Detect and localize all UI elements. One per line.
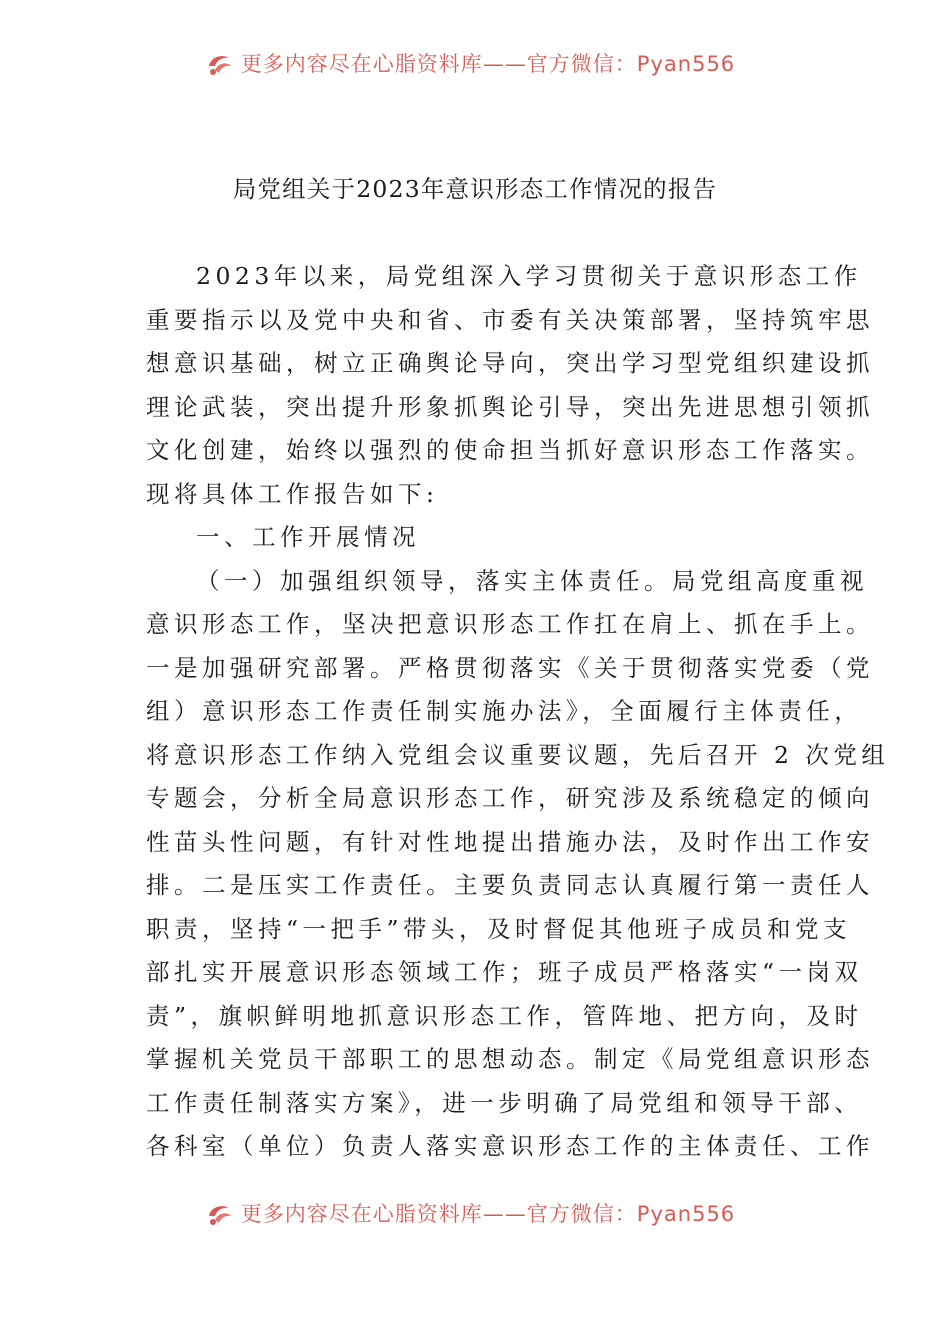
body-line: 将意识形态工作纳入党组会议重要议题，先后召开 2 次党组 bbox=[146, 740, 890, 769]
watermark-footer bbox=[0, 1204, 950, 1238]
body-line: 掌握机关党员干部职工的思想动态。制定《局党组意识形态 bbox=[146, 1045, 874, 1073]
body-line: 意识形态工作，坚决把意识形态工作扛在肩上、抓在手上。 bbox=[146, 610, 874, 638]
section-heading: 一、工作开展情况 bbox=[196, 523, 420, 551]
watermark-header bbox=[0, 54, 950, 88]
body-line: 现将具体工作报告如下: bbox=[146, 479, 439, 508]
body-line: 职责，坚持“一把手”带头，及时督促其他班子成员和党支 bbox=[146, 914, 852, 943]
document-body bbox=[146, 255, 890, 1169]
watermark-logo-icon bbox=[205, 48, 235, 78]
body-line: 理论武装，突出提升形象抓舆论引导，突出先进思想引领抓 bbox=[146, 392, 874, 421]
body-line: 一是加强研究部署。严格贯彻落实《关于贯彻落实党委（党 bbox=[146, 653, 874, 682]
body-line: 重要指示以及党中央和省、市委有关决策部署，坚持筑牢思 bbox=[146, 305, 874, 334]
watermark-text: 更多内容尽在心脂资料库——官方微信：Pyan556 bbox=[240, 52, 736, 76]
body-line: 专题会，分析全局意识形态工作，研究涉及系统稳定的倾向 bbox=[146, 784, 874, 812]
body-line: 工作责任制落实方案》，进一步明确了局党组和领导干部、 bbox=[146, 1088, 863, 1117]
document-title: 局党组关于2023年意识形态工作情况的报告 bbox=[232, 175, 718, 203]
body-line: （一）加强组织领导，落实主体责任。局党组高度重视 bbox=[196, 566, 868, 595]
watermark-text: 更多内容尽在心脂资料库——官方微信：Pyan556 bbox=[240, 1202, 736, 1226]
body-line: 排。二是压实工作责任。主要负责同志认真履行第一责任人 bbox=[146, 871, 874, 899]
body-line: 责”，旗帜鲜明地抓意识形态工作，管阵地、把方向，及时 bbox=[146, 1001, 863, 1030]
body-line: 2023年以来，局党组深入学习贯彻关于意识形态工作 bbox=[196, 262, 862, 290]
body-line: 各科室（单位）负责人落实意识形态工作的主体责任、工作 bbox=[146, 1132, 874, 1160]
body-line: 文化创建，始终以强烈的使命担当抓好意识形态工作落实。 bbox=[146, 436, 874, 464]
body-line: 想意识基础，树立正确舆论导向，突出学习型党组织建设抓 bbox=[146, 349, 874, 377]
watermark-logo-icon bbox=[205, 1198, 235, 1228]
body-line: 部扎实开展意识形态领域工作；班子成员严格落实“一岗双 bbox=[146, 958, 863, 986]
body-line: 组）意识形态工作责任制实施办法》，全面履行主体责任， bbox=[146, 697, 863, 725]
body-line: 性苗头性问题，有针对性地提出措施办法，及时作出工作安 bbox=[146, 827, 874, 856]
